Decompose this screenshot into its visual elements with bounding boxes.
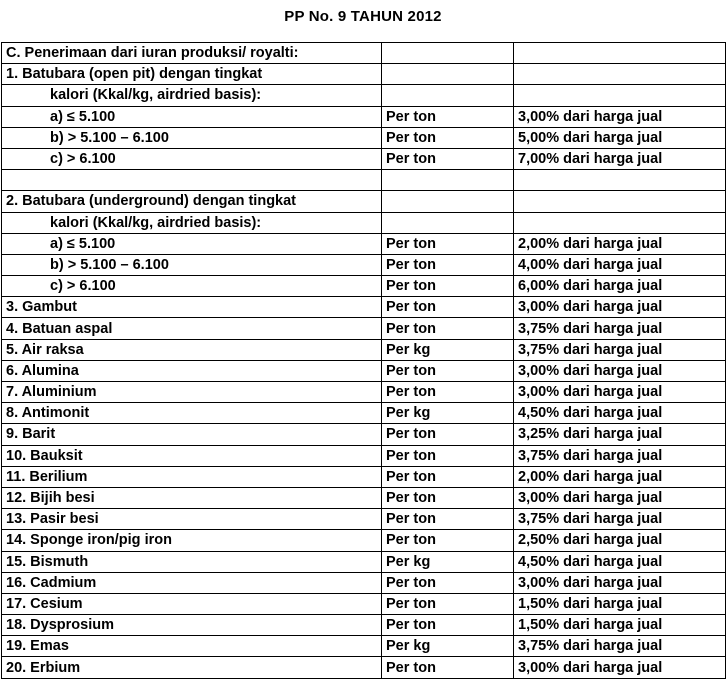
unit-cell: Per ton xyxy=(382,106,514,127)
table-row xyxy=(2,466,726,487)
unit-cell: Per ton xyxy=(382,233,514,254)
item-cell: kalori (Kkal/kg, airdried basis): xyxy=(2,212,382,233)
item-cell: 2. Batubara (underground) dengan tingkat xyxy=(2,191,382,212)
rate-cell: 6,00% dari harga jual xyxy=(514,276,726,297)
rate-cell: 3,00% dari harga jual xyxy=(514,297,726,318)
table-row xyxy=(2,64,726,85)
table-row xyxy=(2,530,726,551)
table-row xyxy=(2,233,726,254)
item-cell: 6. Alumina xyxy=(2,360,382,381)
table-row xyxy=(2,254,726,275)
rate-cell xyxy=(514,191,726,212)
item-cell: 13. Pasir besi xyxy=(2,509,382,530)
item-cell: 9. Barit xyxy=(2,424,382,445)
table-row xyxy=(2,318,726,339)
unit-cell xyxy=(382,170,514,191)
rate-cell: 4,00% dari harga jual xyxy=(514,254,726,275)
table-row xyxy=(2,636,726,657)
table-row xyxy=(2,657,726,678)
unit-cell: Per ton xyxy=(382,127,514,148)
item-cell: 4. Batuan aspal xyxy=(2,318,382,339)
rate-cell: 3,00% dari harga jual xyxy=(514,106,726,127)
item-cell: a) ≤ 5.100 xyxy=(2,106,382,127)
rate-cell xyxy=(514,212,726,233)
item-cell: a) ≤ 5.100 xyxy=(2,233,382,254)
item-cell: b) > 5.100 – 6.100 xyxy=(2,127,382,148)
table-row xyxy=(2,445,726,466)
unit-cell: Per ton xyxy=(382,657,514,678)
item-cell: 5. Air raksa xyxy=(2,339,382,360)
rate-cell: 1,50% dari harga jual xyxy=(514,615,726,636)
item-cell: C. Penerimaan dari iuran produksi/ royalti: xyxy=(2,43,382,64)
rate-cell: 3,00% dari harga jual xyxy=(514,657,726,678)
table-row xyxy=(2,572,726,593)
royalty-table-body xyxy=(2,43,726,679)
item-cell: 7. Aluminium xyxy=(2,382,382,403)
rate-cell: 3,00% dari harga jual xyxy=(514,360,726,381)
unit-cell: Per ton xyxy=(382,509,514,530)
item-cell xyxy=(2,170,382,191)
item-cell: 17. Cesium xyxy=(2,593,382,614)
rate-cell xyxy=(514,85,726,106)
unit-cell xyxy=(382,64,514,85)
item-cell: kalori (Kkal/kg, airdried basis): xyxy=(2,85,382,106)
unit-cell: Per ton xyxy=(382,593,514,614)
unit-cell xyxy=(382,191,514,212)
rate-cell: 3,00% dari harga jual xyxy=(514,382,726,403)
item-cell: 16. Cadmium xyxy=(2,572,382,593)
table-row xyxy=(2,191,726,212)
unit-cell: Per kg xyxy=(382,551,514,572)
unit-cell: Per kg xyxy=(382,636,514,657)
table-row xyxy=(2,360,726,381)
item-cell: 11. Berilium xyxy=(2,466,382,487)
rate-cell: 7,00% dari harga jual xyxy=(514,148,726,169)
unit-cell: Per ton xyxy=(382,445,514,466)
item-cell: 12. Bijih besi xyxy=(2,487,382,508)
table-row xyxy=(2,509,726,530)
unit-cell: Per ton xyxy=(382,572,514,593)
unit-cell: Per ton xyxy=(382,148,514,169)
unit-cell xyxy=(382,85,514,106)
unit-cell: Per ton xyxy=(382,424,514,445)
rate-cell: 3,75% dari harga jual xyxy=(514,636,726,657)
unit-cell: Per kg xyxy=(382,339,514,360)
rate-cell: 4,50% dari harga jual xyxy=(514,551,726,572)
rate-cell: 3,75% dari harga jual xyxy=(514,509,726,530)
table-row xyxy=(2,276,726,297)
item-cell: 10. Bauksit xyxy=(2,445,382,466)
table-row xyxy=(2,615,726,636)
item-cell: 3. Gambut xyxy=(2,297,382,318)
document-title: PP No. 9 TAHUN 2012 xyxy=(284,8,442,25)
table-row xyxy=(2,43,726,64)
table-row xyxy=(2,106,726,127)
unit-cell: Per ton xyxy=(382,487,514,508)
item-cell: c) > 6.100 xyxy=(2,276,382,297)
item-cell: 14. Sponge iron/pig iron xyxy=(2,530,382,551)
item-cell: 18. Dysprosium xyxy=(2,615,382,636)
table-row xyxy=(2,487,726,508)
rate-cell: 3,25% dari harga jual xyxy=(514,424,726,445)
rate-cell xyxy=(514,170,726,191)
rate-cell: 3,00% dari harga jual xyxy=(514,487,726,508)
unit-cell: Per ton xyxy=(382,318,514,339)
rate-cell: 3,75% dari harga jual xyxy=(514,445,726,466)
item-cell: 15. Bismuth xyxy=(2,551,382,572)
unit-cell: Per ton xyxy=(382,360,514,381)
table-row xyxy=(2,170,726,191)
item-cell: b) > 5.100 – 6.100 xyxy=(2,254,382,275)
table-row xyxy=(2,382,726,403)
item-cell: 20. Erbium xyxy=(2,657,382,678)
unit-cell: Per ton xyxy=(382,297,514,318)
unit-cell xyxy=(382,212,514,233)
table-row xyxy=(2,339,726,360)
rate-cell: 3,00% dari harga jual xyxy=(514,572,726,593)
unit-cell: Per ton xyxy=(382,466,514,487)
table-row xyxy=(2,148,726,169)
table-row xyxy=(2,297,726,318)
rate-cell: 2,50% dari harga jual xyxy=(514,530,726,551)
unit-cell: Per ton xyxy=(382,254,514,275)
rate-cell: 3,75% dari harga jual xyxy=(514,339,726,360)
rate-cell xyxy=(514,64,726,85)
unit-cell: Per ton xyxy=(382,276,514,297)
table-row xyxy=(2,403,726,424)
unit-cell: Per ton xyxy=(382,382,514,403)
table-row xyxy=(2,127,726,148)
unit-cell: Per ton xyxy=(382,530,514,551)
rate-cell: 2,00% dari harga jual xyxy=(514,466,726,487)
item-cell: 1. Batubara (open pit) dengan tingkat xyxy=(2,64,382,85)
unit-cell xyxy=(382,43,514,64)
rate-cell: 1,50% dari harga jual xyxy=(514,593,726,614)
table-row xyxy=(2,593,726,614)
royalty-table xyxy=(1,42,726,679)
table-row xyxy=(2,424,726,445)
rate-cell xyxy=(514,43,726,64)
table-row xyxy=(2,551,726,572)
rate-cell: 4,50% dari harga jual xyxy=(514,403,726,424)
unit-cell: Per kg xyxy=(382,403,514,424)
item-cell: 19. Emas xyxy=(2,636,382,657)
rate-cell: 2,00% dari harga jual xyxy=(514,233,726,254)
item-cell: 8. Antimonit xyxy=(2,403,382,424)
rate-cell: 3,75% dari harga jual xyxy=(514,318,726,339)
table-row xyxy=(2,212,726,233)
table-row xyxy=(2,85,726,106)
unit-cell: Per ton xyxy=(382,615,514,636)
rate-cell: 5,00% dari harga jual xyxy=(514,127,726,148)
item-cell: c) > 6.100 xyxy=(2,148,382,169)
